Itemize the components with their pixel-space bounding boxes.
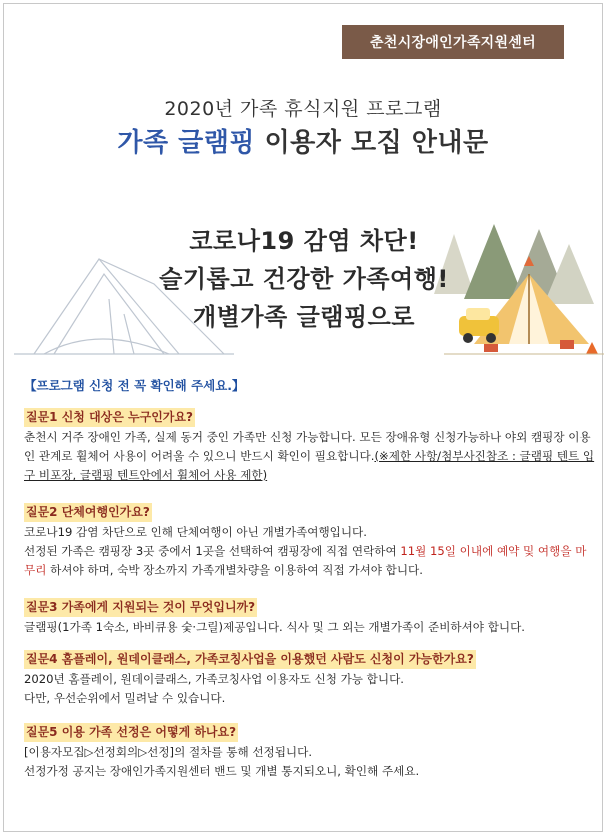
question-5: 질문5 이용 가족 선정은 어떻게 하나요? — [24, 723, 238, 742]
answer-3: 글램핑(1가족 1숙소, 바비큐용 숯·그릴)제공입니다. 식사 및 그 외는 개별가족이 준비하셔야 합니다. — [24, 620, 525, 634]
answer-1-restriction: (※제한 사항/첨부사진참조 : 글램핑 텐트 입구 비포장, 글램핑 텐트안에서 휠체어 사용 제한) — [24, 449, 595, 482]
answer-2-text: 선정된 가족은 캠핑장 3곳 중에서 1곳을 선택하여 캠핑장에 직접 연락하여 — [24, 544, 401, 558]
hero-line-1: 코로나19 감염 차단! — [189, 227, 419, 255]
answer-2-line-2 — [24, 542, 596, 580]
document-page — [3, 3, 603, 832]
answer-2-deadline: 11월 15일 이내에 예약 및 여행을 마무리 — [24, 544, 587, 577]
qa-item-4 — [24, 650, 596, 708]
organization-banner: 춘천시장애인가족지원센터 — [342, 25, 564, 59]
hero-line-3: 개별가족 글램핑으로 — [192, 303, 415, 331]
question-3: 질문3 가족에게 지원되는 것이 무엇입니까? — [24, 598, 257, 617]
qa-item-3 — [24, 598, 596, 637]
page-title — [4, 122, 602, 159]
qa-item-1 — [24, 408, 596, 485]
hero-section — [4, 204, 604, 364]
question-1: 질문1 신청 대상은 누구인가요? — [24, 408, 195, 427]
answer-4-line-2: 다만, 우선순위에서 밀려날 수 있습니다. — [24, 691, 226, 705]
answer-4-line-1: 2020년 홈플레이, 원데이클래스, 가족코칭사업 이용자도 신청 가능 합니다. — [24, 672, 404, 686]
hero-text — [4, 222, 604, 336]
qa-item-5 — [24, 723, 596, 781]
notice-heading: 【프로그램 신청 전 꼭 확인해 주세요.】 — [24, 378, 245, 393]
title-rest: 이용자 모집 안내문 — [255, 128, 489, 158]
program-subtitle: 2020년 가족 휴식지원 프로그램 — [164, 98, 442, 120]
question-2: 질문2 단체여행인가요? — [24, 503, 152, 522]
hero-line-2: 슬기롭고 건강한 가족여행! — [159, 265, 449, 293]
answer-1-text: 춘천시 거주 장애인 가족, 실제 동거 중인 가족만 신청 가능합니다. 모든 장애유형 신청가능하나 야외 캠핑장 이용인 관계로 휠체어 사용이 어려울 수 있으니 반드시 확인이 필요합니다. — [24, 430, 591, 463]
answer-2-line-1: 코로나19 감염 차단으로 인해 단체여행이 아닌 개별가족여행입니다. — [24, 525, 367, 539]
answer-5-line-1: [이용자모집▷선정회의▷선정]의 절차를 통해 선정됩니다. — [24, 745, 313, 759]
qa-item-2 — [24, 503, 596, 580]
question-4: 질문4 홈플레이, 원데이클래스, 가족코칭사업을 이용했던 사람도 신청이 가능한가요? — [24, 650, 476, 669]
answer-2-text-end: 하셔야 하며, 숙박 장소까지 가족개별차량을 이용하여 직접 가셔야 합니다. — [46, 563, 423, 577]
title-highlight: 가족 글램핑 — [117, 128, 256, 158]
answer-5-line-2: 선정가정 공지는 장애인가족지원센터 밴드 및 개별 통지되오니, 확인해 주세요. — [24, 764, 420, 778]
answer-1 — [24, 428, 596, 485]
